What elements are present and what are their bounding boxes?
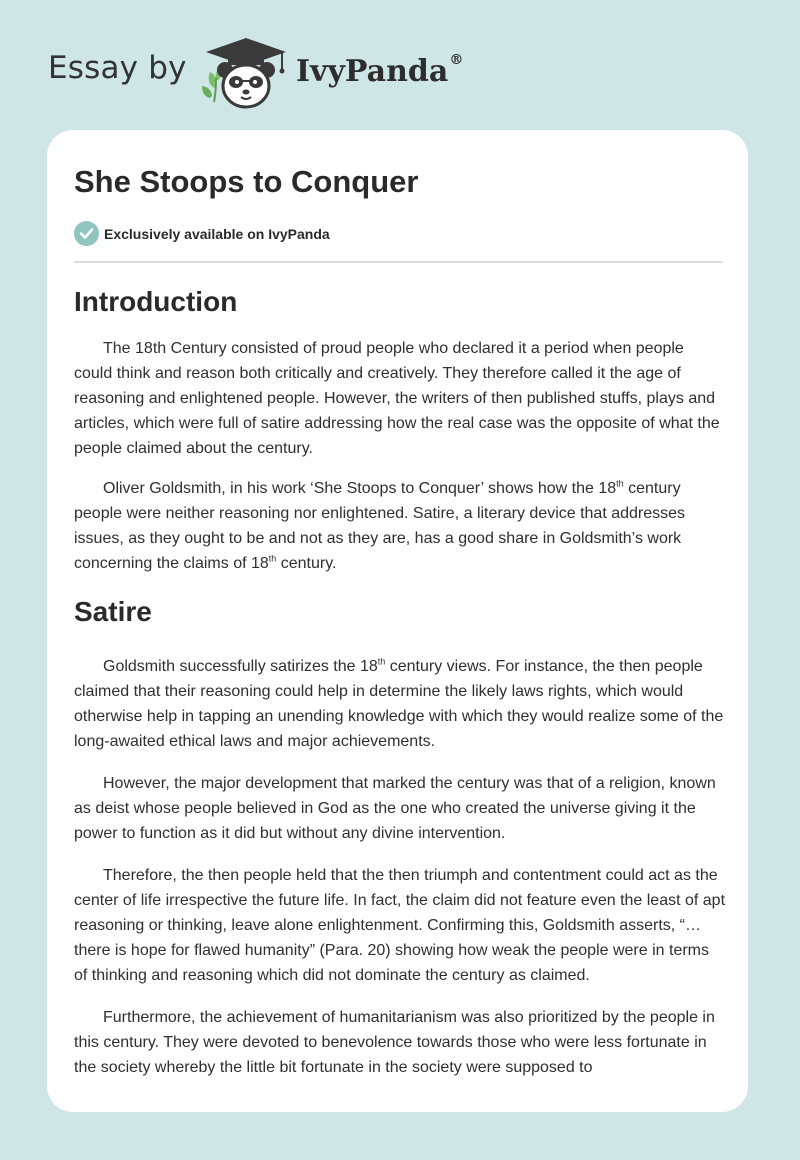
ordinal-suffix: th bbox=[268, 553, 277, 564]
paragraph: Goldsmith successfully satirizes the 18th century views. For instance, the then people claimed that their reasoning could help in determine the likely laws rights, which would otherwise help in tapping an unending knowledge with which they would realize some of the long-awaited ethical laws and major achievements. bbox=[74, 656, 724, 750]
essay-card bbox=[47, 130, 748, 1112]
section-heading: Satire bbox=[74, 596, 152, 627]
paragraph: The 18th Century consisted of proud people who declared it a period when people could think and reason both critically and creatively. They therefore called it the age of reasoning and enlightened people. However, the writers of then published stuffs, plays and articles, which were full of satire addressing how the real case was the opposite of what the people claimed about the century. bbox=[74, 340, 720, 457]
check-icon bbox=[74, 221, 99, 246]
ordinal-suffix: th bbox=[616, 478, 624, 489]
registered-mark: ® bbox=[449, 52, 464, 68]
brand-prefix: Essay by bbox=[48, 50, 187, 86]
ordinal-suffix: th bbox=[377, 656, 386, 667]
paragraph: Furthermore, the achievement of humanitarianism was also prioritized by the people in this century. They were devoted to benevolence towards those who were less fortunate in the society whereby the little bit fortunate in the society were supposed to bbox=[74, 1009, 715, 1076]
brand-name[interactable]: IvyPanda® bbox=[296, 52, 464, 89]
exclusive-badge bbox=[74, 221, 330, 246]
panda-graduate-logo[interactable] bbox=[200, 36, 292, 112]
paragraph: Therefore, the then people held that the then triumph and contentment could act as the center of life irrespective the future life. In fact, the claim did not feature even the least of apt reasoning or thinking, leave alone enlightenment. Confirming this, Goldsmith asserts, “…there is hope for flawed humanity” (Para. 20) showing how weak the people were in terms of thinking and reasoning which did not dominate the century as claimed. bbox=[74, 867, 726, 984]
page-title: She Stoops to Conquer bbox=[74, 164, 419, 199]
paragraph: Oliver Goldsmith, in his work ‘She Stoops to Conquer’ shows how the 18th century people were neither reasoning nor enlightened. Satire, a literary device that addresses issues, as they ought to be and not as they are, has a good share in Goldsmith’s work concerning the claims of 18th century. bbox=[74, 478, 686, 572]
essay-body bbox=[74, 280, 726, 1080]
divider bbox=[74, 261, 723, 263]
badge-text: Exclusively available on IvyPanda bbox=[104, 225, 330, 242]
section-heading: Introduction bbox=[74, 286, 238, 317]
site-header bbox=[0, 0, 800, 130]
paragraph: However, the major development that marked the century was that of a religion, known as deist whose people believed in God as the one who created the universe giving it the power to function as it did but without any divine intervention. bbox=[74, 775, 716, 842]
